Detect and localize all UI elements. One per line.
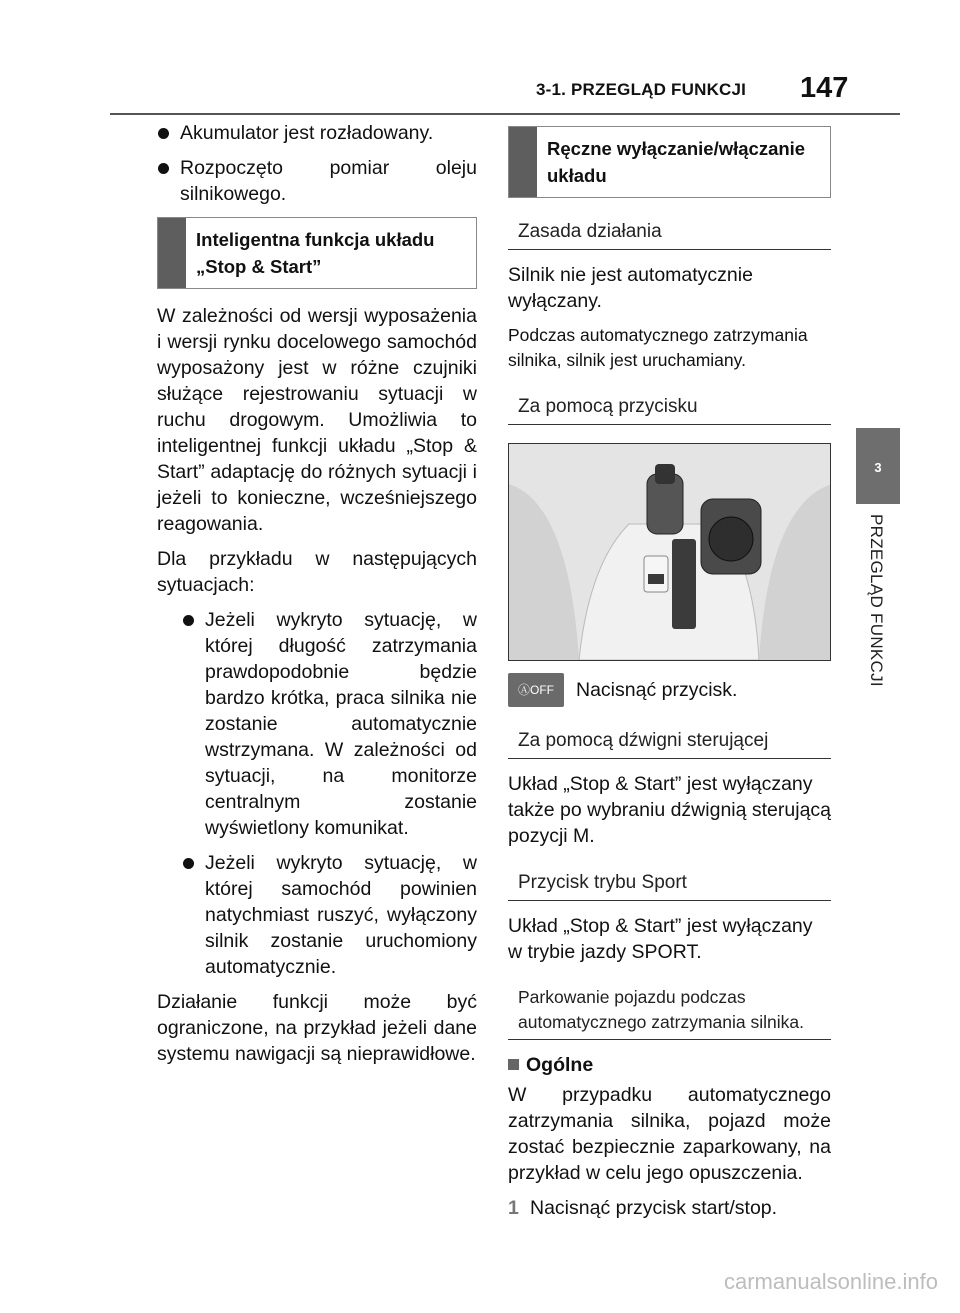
paragraph: Układ „Stop & Start” jest wyłączany także po wybraniu dźwignią sterującą pozycji M.	[508, 773, 832, 847]
paragraph: Podczas automatycznego zatrzymania silnika, silnik jest uruchamiany.	[508, 325, 808, 370]
step-item	[508, 1195, 831, 1221]
step-text: Nacisnąć przycisk start/stop.	[530, 1197, 778, 1219]
section-heading: Ręczne wyłączanie/włączanie układu	[547, 138, 806, 186]
chapter-label: PRZEGLĄD FUNKCJI	[867, 514, 886, 687]
paragraph: Układ „Stop & Start” jest wyłączany w trybie jazdy SPORT.	[508, 915, 813, 963]
subheading: Za pomocą przycisku	[508, 387, 831, 425]
bullet-item: Rozpoczęto pomiar oleju silnikowego.	[157, 155, 477, 207]
header-rule	[110, 113, 900, 115]
button-row	[508, 673, 831, 707]
bullet-item: Akumulator jest rozładowany.	[157, 120, 477, 146]
subheading: Zasada działania	[508, 212, 831, 250]
step-number: 1	[508, 1197, 519, 1219]
center-console-illustration	[509, 444, 831, 660]
console-figure	[508, 443, 831, 661]
section-bar	[509, 127, 537, 197]
square-bullet-icon	[508, 1059, 519, 1070]
right-column	[508, 122, 831, 1221]
paragraph: W zależności od wersji wyposażenia i wersji rynku docelowego samochód wyposażony jest w różne czujniki służące rejestrowaniu sytuacji w ruchu drogowym. Umożliwia to inteligentnej funkcji układu „Stop & Start” adaptację do różnych sytuacji i jeżeli to konieczne, wcześniejszego reagowania.	[157, 305, 477, 535]
section-bar	[158, 218, 186, 288]
paragraph: Działanie funkcji może być ograniczone, na przykład jeżeli dane systemu nawigacji są nieprawidłowe.	[157, 991, 477, 1065]
bullet-item: Jeżeli wykryto sytuację, w której samochód powinien natychmiast ruszyć, wyłączony silnik zostanie uruchomiony automatycznie.	[182, 850, 477, 980]
subheading: Za pomocą dźwigni sterującej	[508, 721, 831, 759]
chapter-number: 3	[874, 460, 882, 475]
left-column	[157, 120, 477, 1076]
page-number: 147	[800, 72, 849, 104]
section-heading-box	[508, 126, 831, 198]
section-title: 3-1. PRZEGLĄD FUNKCJI	[536, 80, 747, 99]
bullet-item: Jeżeli wykryto sytuację, w której długość zatrzymania prawdopodobnie będzie bardzo krótka, praca silnika nie zostanie automatycznie wstrzymana. W zależności od sytuacji, na monitorze centralnym zostanie wyświetlony komunikat.	[182, 607, 477, 841]
subheading: Przycisk trybu Sport	[508, 863, 831, 901]
button-instruction: Nacisnąć przycisk.	[576, 679, 738, 701]
auto-start-stop-off-icon[interactable]: ⒶOFF	[508, 673, 564, 707]
section-heading-box	[157, 217, 477, 289]
watermark: carmanualsonline.info	[723, 1269, 938, 1294]
paragraph: Silnik nie jest automatycznie wyłączany.	[508, 264, 753, 312]
section-heading: Inteligentna funkcja układu „Stop & Start”	[196, 229, 435, 277]
subheading: Parkowanie pojazdu podczas automatycznego zatrzymania silnika.	[508, 979, 831, 1040]
paragraph: Dla przykładu w następujących sytuacjach:	[157, 548, 477, 596]
paragraph: W przypadku automatycznego zatrzymania silnika, pojazd może zostać bezpiecznie zaparkowany, na przykład w celu jego opuszczenia.	[508, 1084, 831, 1184]
general-heading: Ogólne	[508, 1052, 831, 1078]
